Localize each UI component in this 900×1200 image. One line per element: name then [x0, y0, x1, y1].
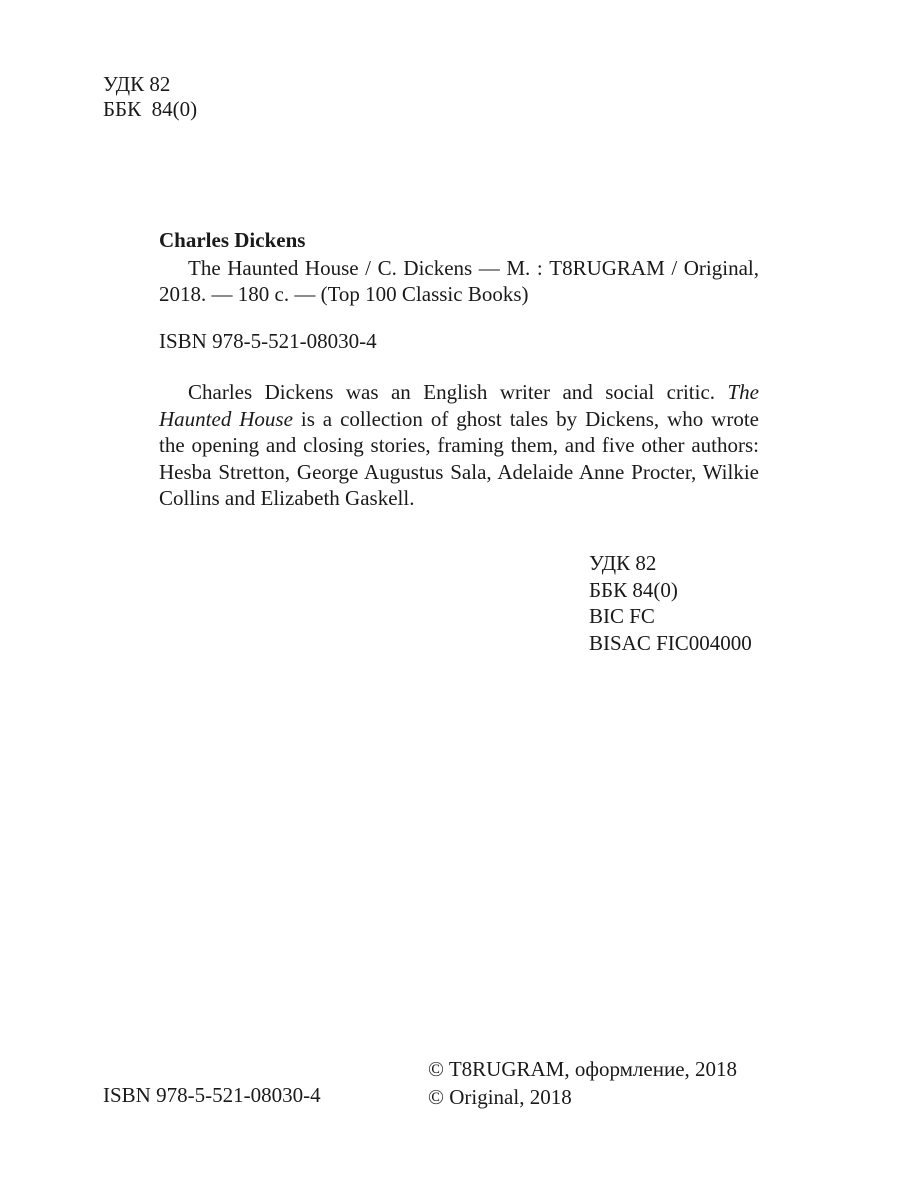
annotation: [159, 379, 759, 512]
annotation-body: is a collection of ghost tales by Dickens, who wrote the opening and closing stories, framing them, and five other authors: Hesba Stretton, George Augustus Sala, Adelaide Anne Procter, Wilkie Collins and Elizabeth Gaskell.: [159, 406, 759, 510]
annotation-book-title: The Haunted House: [159, 380, 759, 431]
copyright-notice: [428, 1055, 737, 1111]
isbn-text: ISBN 978-5-521-08030-4: [103, 1083, 321, 1107]
copyright-line: © T8RUGRAM, оформление, 2018: [428, 1057, 738, 1081]
footer-isbn: [103, 1083, 321, 1108]
udk-code: УДК 82: [103, 72, 171, 96]
bbk-code: ББК 84(0): [103, 97, 198, 121]
annotation-intro: Charles Dickens was an English writer and social critic.: [188, 380, 728, 404]
udk-code: УДК 82: [589, 551, 657, 575]
catalog-card: [159, 228, 759, 512]
isbn-text: ISBN 978-5-521-08030-4: [159, 329, 377, 353]
copyright-line: © Original, 2018: [428, 1085, 572, 1109]
bisac-code: BISAC FIC004000: [589, 630, 752, 655]
bbk-code: ББК 84(0): [589, 577, 678, 602]
subject-classification: [589, 550, 752, 656]
bibliographic-citation: The Haunted House / C. Dickens — М. : T8RUGRAM / Original, 2018. — 180 с. — (Top 100 Classic Books): [159, 256, 759, 306]
author-name: Charles Dickens: [159, 228, 306, 252]
bic-code: BIC FC: [589, 604, 655, 628]
top-classification: [103, 72, 197, 122]
